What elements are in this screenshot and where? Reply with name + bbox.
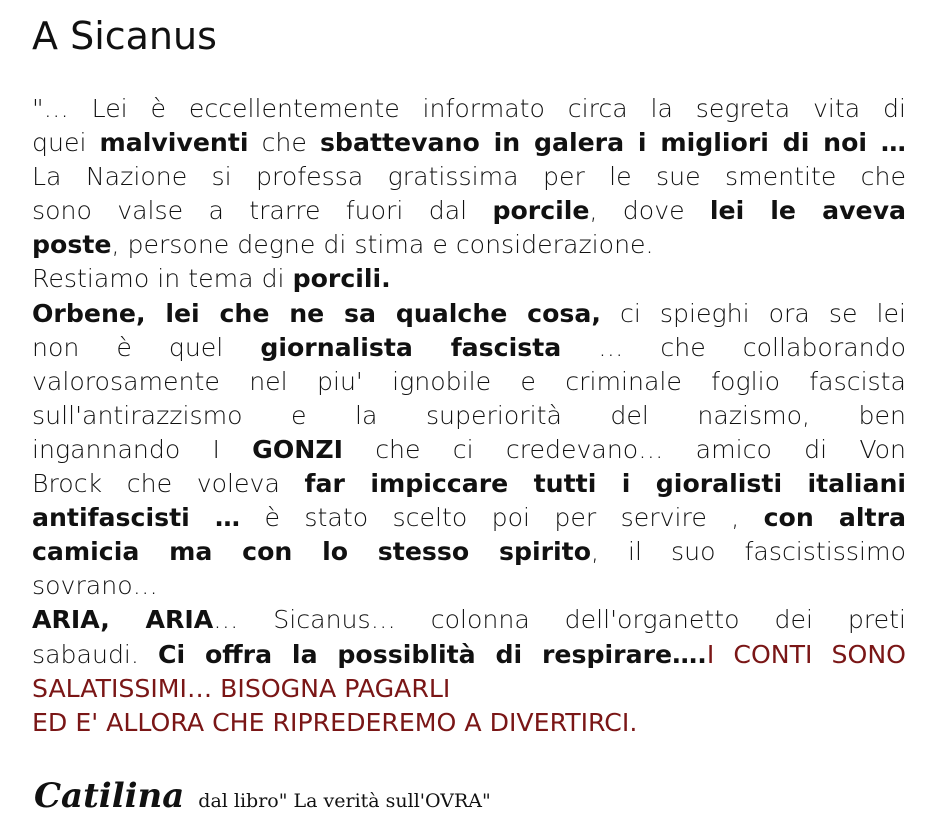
bold-text: lei le aveva	[709, 196, 906, 226]
text-line	[32, 433, 906, 467]
text-segment: ingannando I	[32, 434, 253, 464]
text-segment: sono valse a trarre fuori dal	[32, 196, 493, 226]
text-line	[32, 92, 906, 126]
bold-text: giornalista fascista	[260, 332, 562, 362]
letter-body	[32, 92, 906, 740]
text-line	[32, 569, 906, 603]
signature-source: dal libro" La verità sull'OVRA"	[198, 790, 491, 812]
text-segment: … Sicanus… colonna dell'organetto dei preti	[213, 605, 907, 635]
bold-text: malviventi	[99, 128, 249, 158]
text-segment: è stato scelto poi per servire ,	[240, 503, 764, 533]
text-segment: "… Lei è eccellentemente informato circa la segreta vita di	[32, 94, 906, 123]
text-segment: sovrano…	[32, 571, 158, 601]
text-line	[32, 262, 906, 296]
text-segment: , dove	[589, 196, 710, 226]
text-line	[32, 399, 906, 433]
text-segment: ci spieghi ora se lei	[600, 298, 906, 328]
bold-text: poste	[32, 230, 112, 260]
text-line	[32, 467, 906, 501]
text-segment: Restiamo in tema di	[32, 264, 293, 294]
text-line	[32, 672, 906, 706]
highlight-text: I CONTI SONO	[706, 639, 906, 669]
text-segment: , il suo fascistissimo	[591, 537, 906, 567]
text-segment: sull'antirazzismo e la superiorità del nazismo, ben	[32, 400, 906, 430]
text-segment: quei	[32, 128, 100, 158]
bold-text: far impiccare tutti i gioralisti italiani	[304, 469, 907, 499]
text-line	[32, 194, 906, 228]
text-line	[32, 228, 906, 262]
text-line	[32, 535, 906, 569]
bold-text: con altra	[763, 503, 906, 533]
text-segment: che ci credevano… amico di Von	[342, 434, 906, 464]
bold-text: porcile	[492, 196, 590, 226]
bold-text: Orbene, lei che ne sa qualche cosa,	[32, 298, 601, 328]
text-line	[32, 603, 906, 637]
text-line	[32, 501, 906, 535]
text-segment: valorosamente nel piu' ignobile e criminale foglio fascista	[32, 366, 906, 396]
text-segment: … che collaborando	[561, 332, 906, 362]
text-line	[32, 638, 906, 672]
text-segment: che	[248, 128, 320, 158]
text-segment: sabaudi.	[32, 639, 159, 669]
bold-text: camicia ma con lo stesso spirito	[32, 537, 592, 567]
bold-text: ARIA, ARIA	[32, 605, 214, 635]
bold-text: porcili.	[292, 264, 391, 294]
highlight-text: ED E' ALLORA CHE RIPREDEREMO A DIVERTIRCI.	[32, 707, 638, 737]
text-line	[32, 126, 906, 160]
text-segment: La Nazione si professa gratissima per le sue smentite che	[32, 162, 906, 192]
signature-name: Catilina	[34, 776, 185, 816]
text-segment: , persone degne di stima e considerazione.	[111, 230, 654, 260]
text-segment: non è quel	[32, 332, 261, 362]
text-segment: Brock che voleva	[32, 469, 305, 499]
page-title: A Sicanus	[32, 14, 217, 58]
text-line	[32, 160, 906, 194]
bold-text: sbattevano in galera i migliori di noi …	[319, 128, 906, 158]
text-line	[32, 331, 906, 365]
text-line	[32, 297, 906, 331]
text-line	[32, 706, 906, 740]
bold-text: antifascisti …	[32, 503, 241, 533]
signature	[34, 776, 491, 816]
text-line	[32, 365, 906, 399]
bold-text: Ci offra la possiblità di respirare….	[158, 639, 707, 669]
highlight-text: SALATISSIMI… BISOGNA PAGARLI	[32, 673, 451, 703]
bold-text: GONZI	[252, 434, 343, 464]
